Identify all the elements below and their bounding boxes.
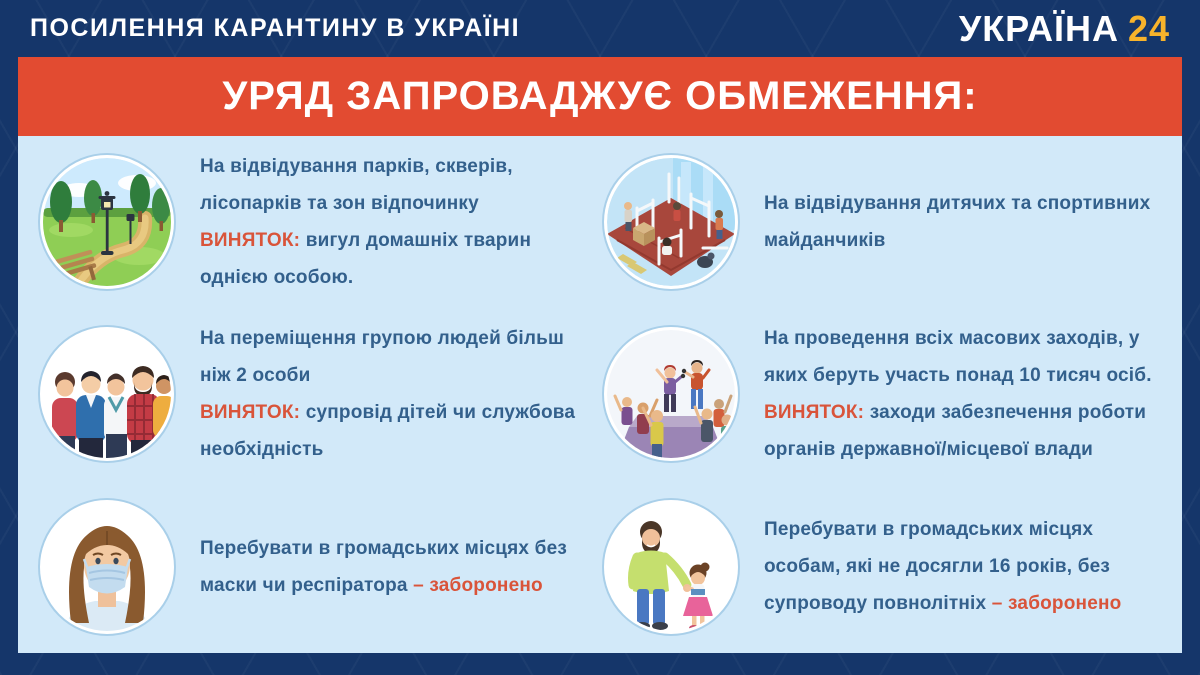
restriction-main-text: На відвідування дитячих та спортивних майданчиків: [764, 193, 1151, 252]
restriction-main-text: На переміщення групою людей більш ніж 2 особи: [200, 328, 565, 387]
restriction-item-playgrounds: [600, 136, 1182, 308]
exception-line: [764, 394, 1172, 468]
title-banner: [18, 57, 1182, 136]
exception-text: вигул домашніх тварин однією особою.: [200, 230, 532, 289]
channel-logo-number: 24: [1127, 7, 1170, 49]
exception-label: ВИНЯТОК:: [764, 402, 865, 424]
restriction-text: [764, 320, 1172, 468]
restriction-main-text: На відвідування парків, скверів, лісопарків та зон відпочинку: [200, 156, 513, 215]
prohibited-text: – заборонено: [991, 593, 1122, 615]
headline-ticker: ПОСИЛЕННЯ КАРАНТИНУ В УКРАЇНІ: [30, 14, 521, 42]
restriction-item-minors: [600, 481, 1182, 653]
exception-text: заходи забезпечення роботи органів державної/місцевої влади: [764, 402, 1147, 461]
restriction-item-parks: [18, 136, 600, 308]
restriction-text: [764, 511, 1172, 622]
playground-icon: [604, 155, 738, 289]
exception-line: [200, 394, 600, 468]
exception-label: ВИНЯТОК:: [200, 230, 301, 252]
header-bar: [0, 0, 1200, 57]
exception-line: [200, 222, 600, 296]
restriction-main-text: Перебувати в громадських місцях особам, які не досягли 16 років, без супроводу повнолітніх: [764, 519, 1111, 615]
father-child-icon: [604, 500, 738, 634]
restriction-item-mass-events: [600, 308, 1182, 480]
channel-logo-word: УКРАЇНА: [958, 7, 1119, 49]
restriction-main-text: Перебувати в громадських місцях без маски чи респіратора: [200, 537, 568, 596]
concert-crowd-icon: [604, 327, 738, 461]
prohibited-text: – заборонено: [413, 574, 543, 596]
restriction-item-groups: [18, 308, 600, 480]
restriction-text: [200, 530, 600, 604]
exception-label: ВИНЯТОК:: [200, 402, 301, 424]
restrictions-panel: [18, 136, 1182, 653]
people-group-icon: [40, 327, 174, 461]
channel-logo: [959, 8, 1170, 50]
restriction-text: [764, 185, 1172, 259]
restriction-text: [200, 320, 600, 468]
banner-title: УРЯД ЗАПРОВАДЖУЄ ОБМЕЖЕННЯ:: [222, 74, 978, 118]
restriction-item-masks: [18, 481, 600, 653]
restriction-text: [200, 148, 600, 296]
masked-woman-icon: [40, 500, 174, 634]
park-icon: [40, 155, 174, 289]
exception-text: супровід дітей чи службова необхідність: [200, 402, 576, 461]
restriction-main-text: На проведення всіх масових заходів, у яких беруть участь понад 10 тисяч осіб.: [764, 328, 1152, 387]
